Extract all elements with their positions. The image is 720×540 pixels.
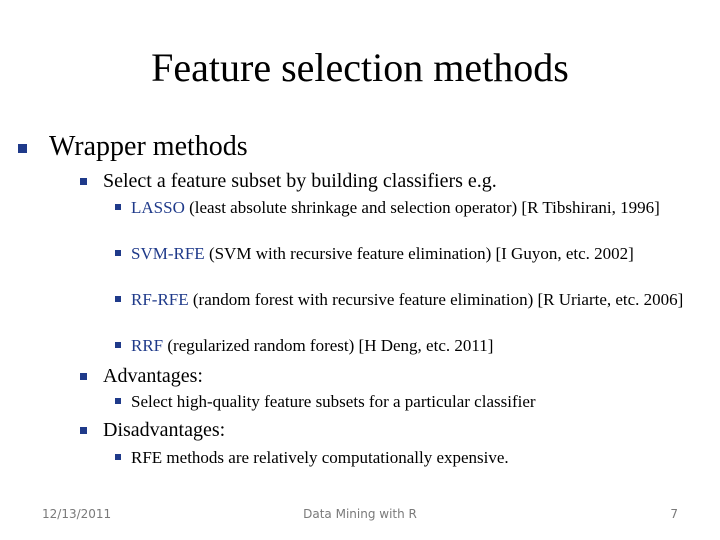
bullet-text [131,288,685,311]
bullet-advantages [80,364,203,389]
square-bullet-icon [18,144,27,153]
bullet-text: Advantages: [103,365,203,387]
bullet-text: RFE methods are relatively computationally expensive. [131,448,509,467]
square-bullet-icon [80,178,87,185]
square-bullet-icon [115,454,121,460]
bullet-rf-rfe [115,288,685,311]
slide-title: Feature selection methods [151,45,569,90]
bullet-wrapper-methods [18,130,248,164]
square-bullet-icon [80,427,87,434]
square-bullet-icon [115,342,121,348]
square-bullet-icon [115,296,121,302]
bullet-text [131,196,685,219]
footer-title: Data Mining with R [303,507,417,521]
bullet-text: Select high-quality feature subsets for a particular classifier [131,392,536,411]
bullet-disadvantages [80,418,225,443]
bullet-text: Wrapper methods [49,131,248,162]
method-term: SVM-RFE [131,244,205,263]
method-term: RF-RFE [131,290,189,309]
method-description: (SVM with recursive feature elimination) [I Guyon, etc. 2002] [204,244,634,263]
bullet-text: Select a feature subset by building classifiers e.g. [103,170,497,192]
footer-date: 12/13/2011 [42,507,112,521]
bullet-disadvantage-item [115,446,685,469]
bullet-select-subset [80,169,497,194]
bullet-text [131,242,685,265]
bullet-text: Disadvantages: [103,419,226,441]
square-bullet-icon [80,373,87,380]
square-bullet-icon [115,398,121,404]
method-term: RRF [131,336,164,355]
square-bullet-icon [115,204,121,210]
method-description: (random forest with recursive feature elimination) [R Uriarte, etc. 2006] [188,290,684,309]
bullet-lasso [115,196,685,219]
square-bullet-icon [115,250,121,256]
method-term: LASSO [131,198,185,217]
page-number: 7 [670,507,678,521]
bullet-advantage-item [115,390,685,413]
method-description: (least absolute shrinkage and selection operator) [R Tibshirani, 1996] [184,198,660,217]
bullet-rrf [115,334,685,357]
bullet-svm-rfe [115,242,685,265]
bullet-text [131,334,685,357]
method-description: (regularized random forest) [H Deng, etc. 2011] [163,336,494,355]
